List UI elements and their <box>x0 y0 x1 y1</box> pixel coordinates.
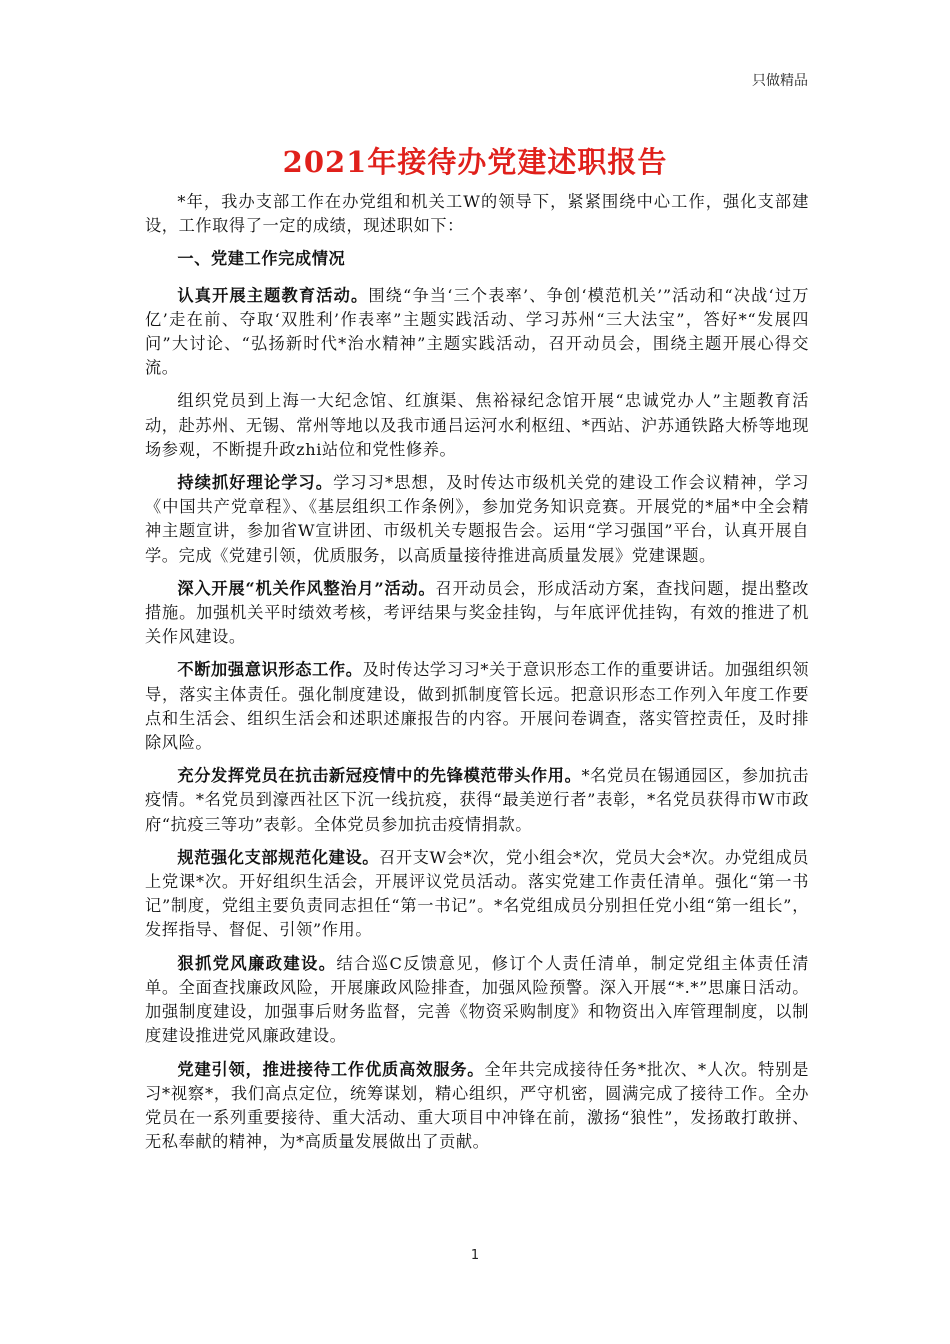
body-paragraph <box>145 952 809 1049</box>
paragraph-text: 围绕“争当‘三个表率’、争创‘模范机关’”活动和“决战‘过万亿’走在前、夺取‘双胜利’作表率”主题实践活动、学习苏州“三大法宝”，答好*“发展四问”大讨论、“弘扬新时代*治水精神”主题实践活动，召开动员会，围绕主题开展心得交流。 <box>145 285 809 378</box>
header-note: 只做精品 <box>752 73 808 89</box>
body-paragraph <box>145 658 809 755</box>
paragraph-lead: 充分发挥党员在抗击新冠疫情中的先锋模范带头作用。 <box>177 766 582 786</box>
paragraph-text: 召开支W会*次，党小组会*次，党员大会*次。办党组成员上党课*次。开好组织生活会，开展评议党员活动。落实党建工作责任清单。强化“第一书记”制度，党组主要负责同志担任“第一书记”。*名党组成员分别担任党小组“第一组长”，发挥指导、督促、引领”作用。 <box>145 847 809 940</box>
body-paragraph <box>145 846 809 943</box>
body-paragraph <box>145 1058 809 1155</box>
paragraph-text: 学习习*思想，及时传达市级机关党的建设工作会议精神，学习《中国共产党章程》、《基层组织工作条例》，参加党务知识竞赛。开展党的*届*中全会精神主题宣讲，参加省W宣讲团、市级机关专题报告会。运用“学习强国”平台，认真开展自学。完成《党建引领，优质服务，以高质量接待推进高质量发展》党建课题。 <box>145 473 809 565</box>
paragraph-text: 组织党员到上海一大纪念馆、红旗渠、焦裕禄纪念馆开展“忠诚党办人”主题教育活动，赴苏州、无锡、常州等地以及我市通吕运河水利枢纽、*西站、沪苏通铁路大桥等地现场参观，不断提升政zhi站位和党性修养。 <box>145 391 809 459</box>
paragraph-text: 全年共完成接待任务*批次、*人次。特别是习*视察*，我们高点定位，统筹谋划，精心组织，严守机密，圆满完成了接待工作。全办党员在一系列重要接待、重大活动、重大项目中冲锋在前，激扬“狼性”，发扬敢打敢拼、无私奉献的精神，为*高质量发展做出了贡献。 <box>145 1059 809 1152</box>
section-heading: 一、党建工作完成情况 <box>177 249 346 269</box>
body-paragraph <box>145 764 809 837</box>
paragraph-lead: 规范强化支部规范化建设。 <box>177 847 380 867</box>
body-paragraph <box>145 577 809 650</box>
page-number: 1 <box>470 1248 480 1263</box>
paragraph-text: 召开动员会，形成活动方案，查找问题，提出整改措施。加强机关平时绩效考核，考评结果与奖金挂钩，与年底评优挂钩，有效的推进了机关作风建设。 <box>145 578 809 647</box>
paragraph-lead: 党建引领，推进接待工作优质高效服务。 <box>177 1059 485 1079</box>
paragraph-text: 结合巡C反馈意见，修订个人责任清单，制定党组主体责任清单。全面查找廉政风险，开展廉政风险排查，加强风险预警。深入开展“*.*”思廉日活动。加强制度建设，加强事后财务监督，完善《物资采购制度》和物资出入库管理制度，以制度建设推进党风廉政建设。 <box>145 953 809 1046</box>
paragraph-lead: 不断加强意识形态工作。 <box>177 660 363 680</box>
intro-paragraph: *年，我办支部工作在办党组和机关工W的领导下，紧紧围绕中心工作，强化支部建设，工作取得了一定的成绩，现述职如下： <box>145 192 809 236</box>
paragraph-lead: 深入开展“机关作风整治月”活动。 <box>177 578 436 598</box>
body-paragraph <box>145 471 809 568</box>
paragraph-lead: 认真开展主题教育活动。 <box>177 285 369 305</box>
paragraph-text: 及时传达学习习*关于意识形态工作的重要讲话。加强组织领导，落实主体责任。强化制度建设，做到抓制度管长远。把意识形态工作列入年度工作要点和生活会、组织生活会和述职述廉报告的内容。开展问卷调查，落实管控责任，及时排除风险。 <box>145 660 809 753</box>
body-paragraph <box>145 284 809 381</box>
paragraph-lead: 持续抓好理论学习。 <box>177 473 334 493</box>
paragraph-lead: 狠抓党风廉政建设。 <box>177 953 337 973</box>
document-body <box>145 190 809 1163</box>
paragraph-text: *名党员在锡通园区，参加抗击疫情。*名党员到濠西社区下沉一线抗疫，获得“最美逆行者”表彰，*名党员获得市W市政府“抗疫三等功”表彰。全体党员参加抗击疫情捐款。 <box>145 766 809 834</box>
body-paragraph <box>145 389 809 462</box>
document-title: 2021年接待办党建述职报告 <box>282 145 668 179</box>
